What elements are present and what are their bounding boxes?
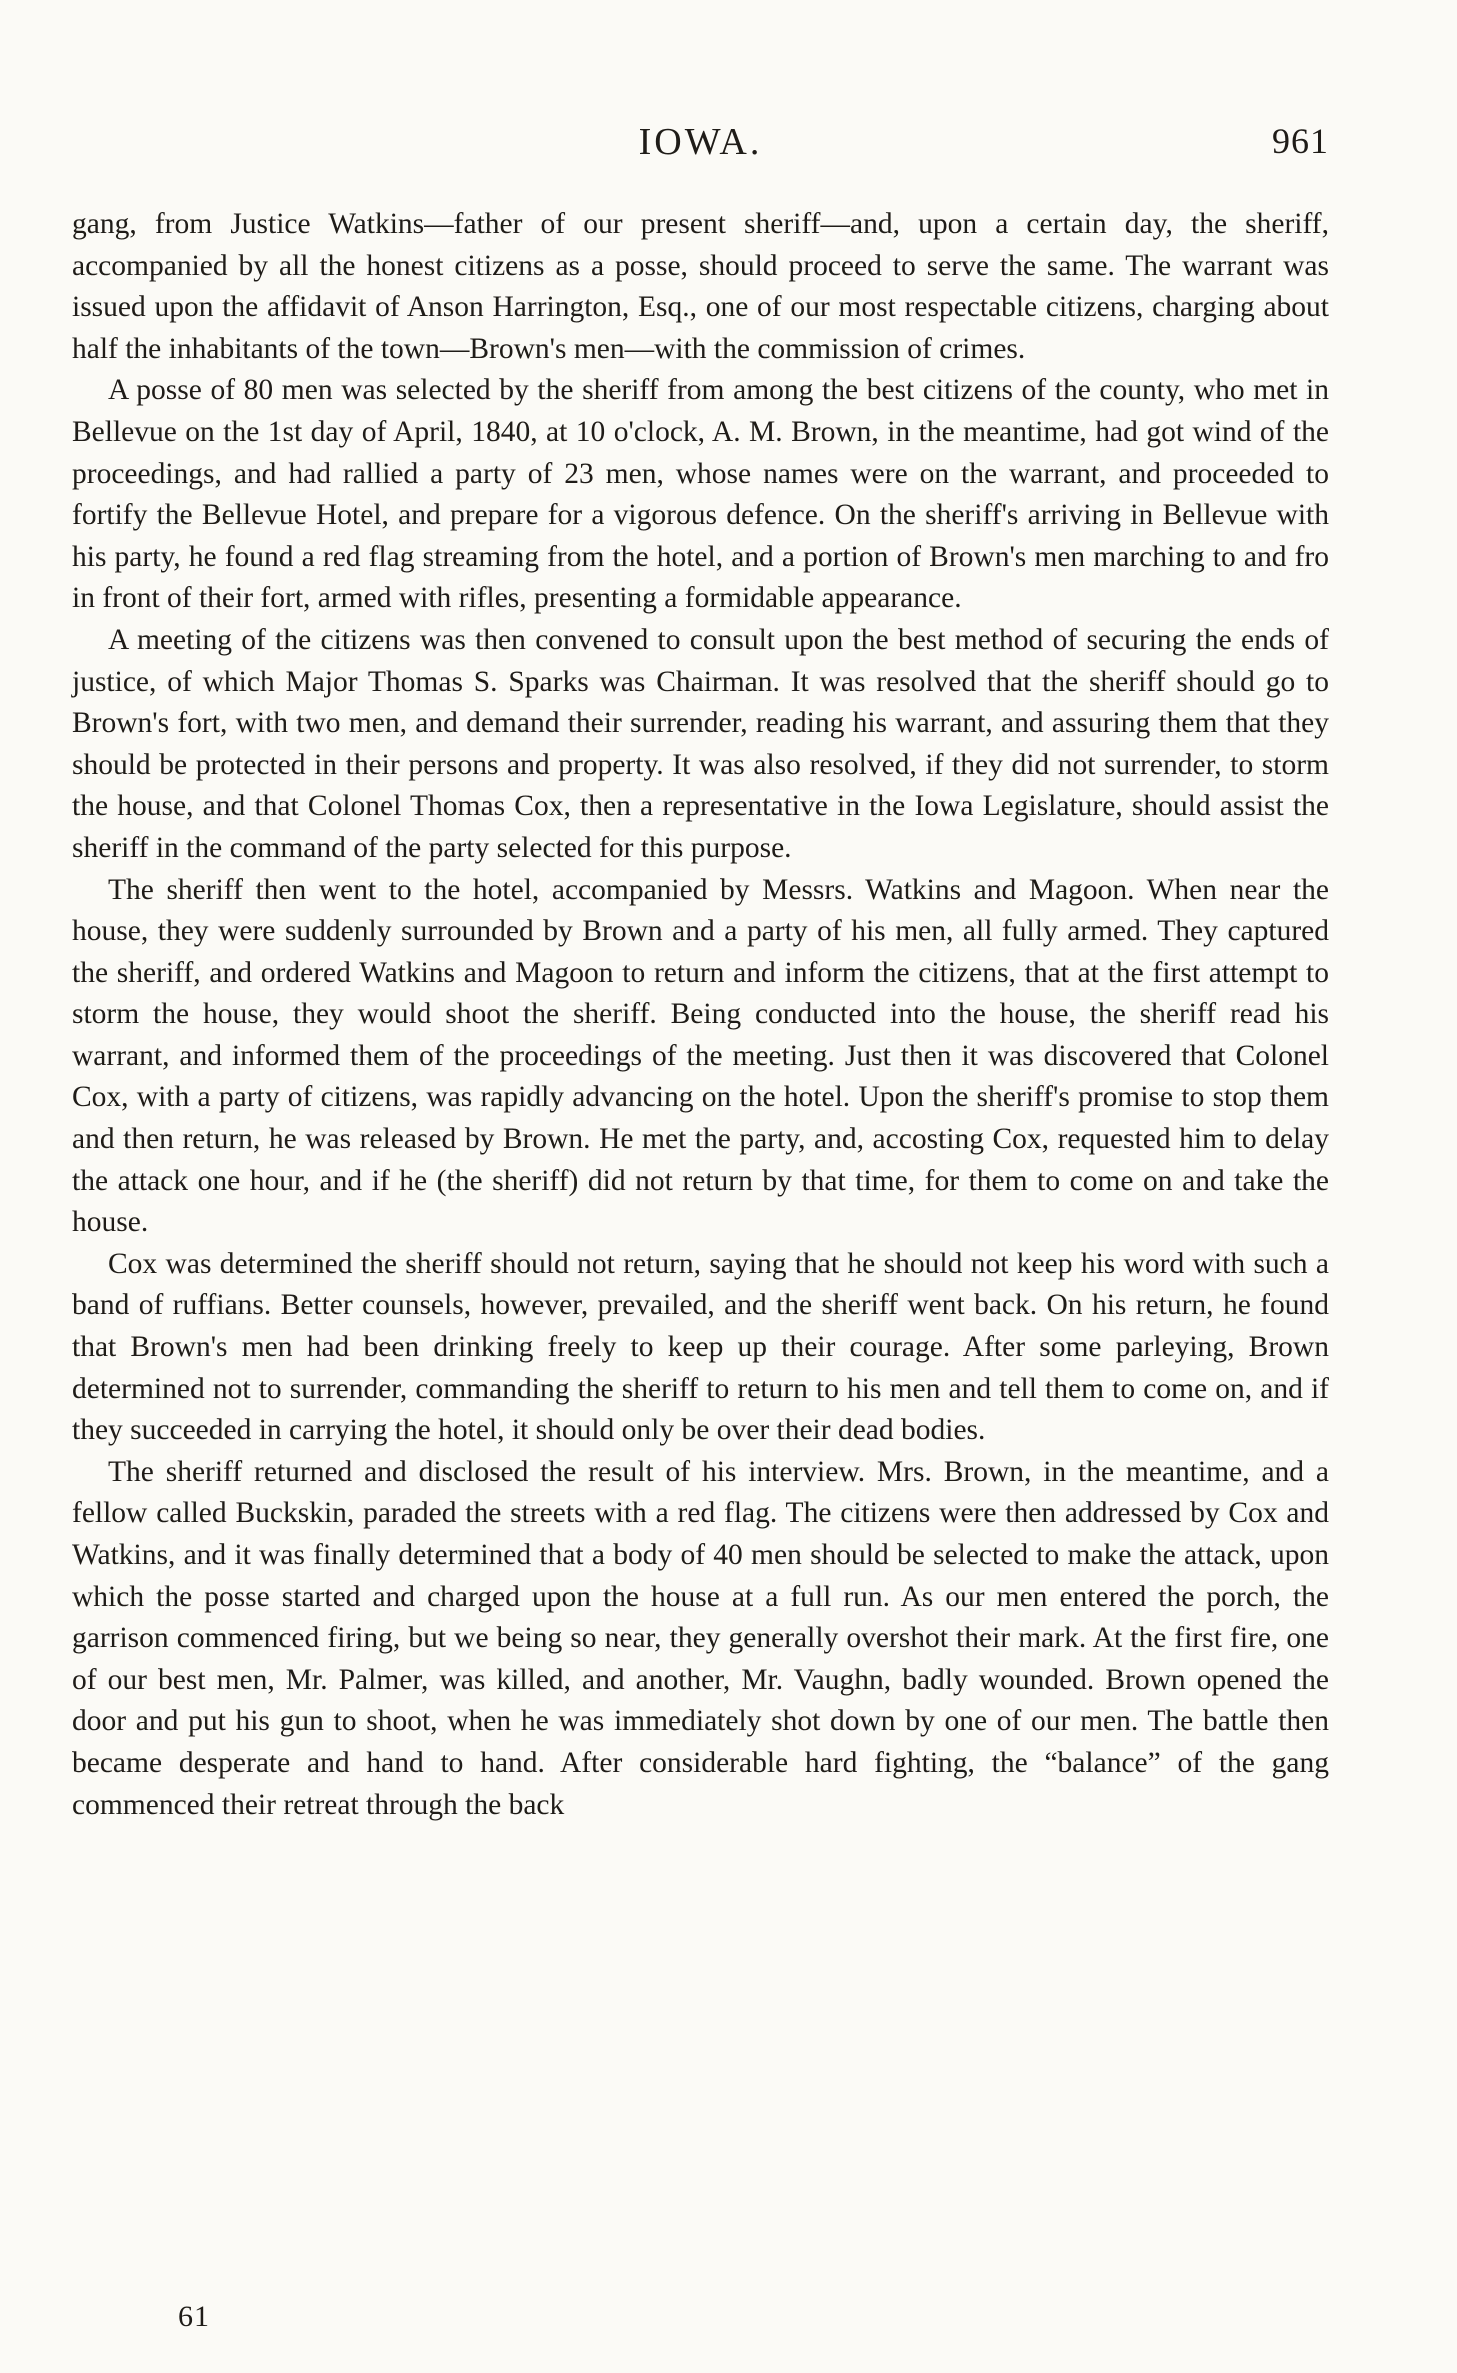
signature-mark: 61 — [178, 2300, 210, 2333]
running-title: IOWA. — [638, 121, 763, 163]
paragraph: The sheriff returned and disclosed the result of his interview. Mrs. Brown, in the meantime, and a fellow called Buckskin, paraded the streets with a red flag. The citizens were then addressed by Cox and Watkins, and it was finally determined that a body of 40 men should be selected to make the attack, upon which the posse started and charged upon the house at a full run. As our men entered the porch, the garrison commenced firing, but we being so near, they generally overshot their mark. At the first fire, one of our best men, Mr. Palmer, was killed, and another, Mr. Vaughn, badly wounded. Brown opened the door and put his gun to shoot, when he was immediately shot down by one of our men. The battle then became desperate and hand to hand. After considerable hard fighting, the “balance” of the gang commenced their retreat through the back — [72, 1455, 1329, 1821]
paragraph: The sheriff then went to the hotel, accompanied by Messrs. Watkins and Magoon. When near the house, they were suddenly surrounded by Brown and a party of his men, all fully armed. They captured the sheriff, and ordered Watkins and Magoon to return and inform the citizens, that at the first attempt to storm the house, they would shoot the sheriff. Being conducted into the house, the sheriff read his warrant, and informed them of the proceedings of the meeting. Just then it was discovered that Colonel Cox, with a party of citizens, was rapidly advancing on the hotel. Upon the sheriff's promise to stop them and then return, he was released by Brown. He met the party, and, accosting Cox, requested him to delay the attack one hour, and if he (the sheriff) did not return by that time, for them to come on and take the house. — [72, 873, 1329, 1239]
body-text — [72, 204, 1329, 1826]
paragraph: A meeting of the citizens was then convened to consult upon the best method of securing the ends of justice, of which Major Thomas S. Sparks was Chairman. It was resolved that the sheriff should go to Brown's fort, with two men, and demand their surrender, reading his warrant, and assuring them that they should be protected in their persons and property. It was also resolved, if they did not surrender, to storm the house, and that Colonel Thomas Cox, then a representative in the Iowa Legislature, should assist the sheriff in the command of the party selected for this purpose. — [72, 623, 1329, 864]
running-head — [72, 120, 1329, 170]
paragraph: Cox was determined the sheriff should not return, saying that he should not keep his word with such a band of ruffians. Better counsels, however, prevailed, and the sheriff went back. On his return, he found that Brown's men had been drinking freely to keep up their courage. After some parleying, Brown determined not to surrender, commanding the sheriff to return to his men and tell them to come on, and if they succeeded in carrying the hotel, it should only be over their dead bodies. — [72, 1247, 1329, 1447]
page-number: 961 — [1272, 121, 1329, 161]
paragraph: A posse of 80 men was selected by the sheriff from among the best citizens of the county, who met in Bellevue on the 1st day of April, 1840, at 10 o'clock, A. M. Brown, in the meantime, had got wind of the proceedings, and had rallied a party of 23 men, whose names were on the warrant, and proceeded to fortify the Bellevue Hotel, and prepare for a vigorous defence. On the sheriff's arriving in Bellevue with his party, he found a red flag streaming from the hotel, and a portion of Brown's men marching to and fro in front of their fort, armed with rifles, presenting a formidable appearance. — [72, 374, 1329, 615]
paragraph: gang, from Justice Watkins—father of our present sheriff—and, upon a certain day, the sheriff, accompanied by all the honest citizens as a posse, should proceed to serve the same. The warrant was issued upon the affidavit of Anson Harrington, Esq., one of our most respectable citizens, charging about half the inhabitants of the town—Brown's men—with the commission of crimes. — [72, 208, 1329, 365]
